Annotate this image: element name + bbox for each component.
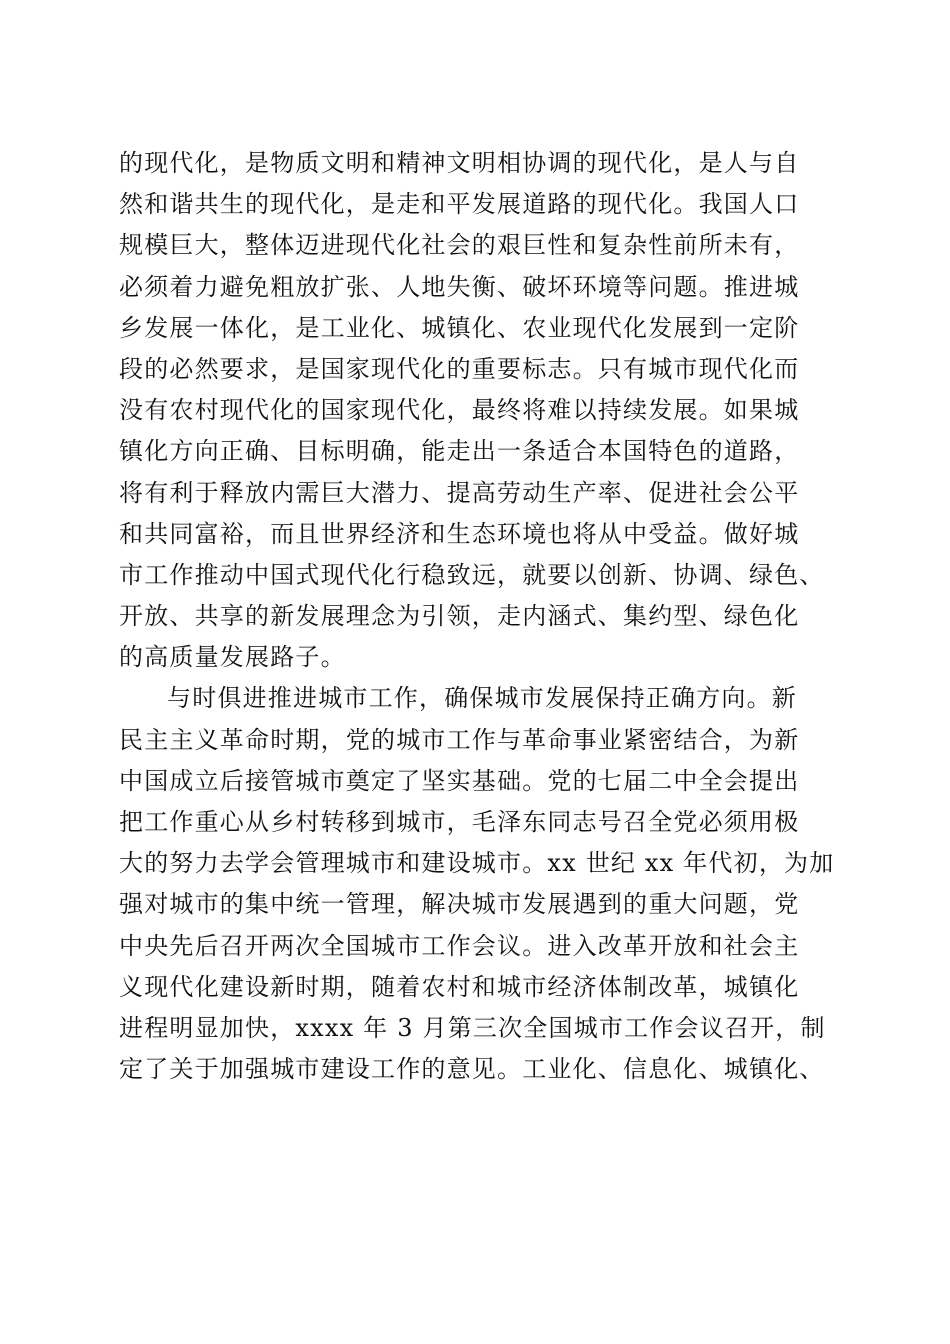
paragraph-1-line: 必须着力避免粗放扩张、人地失衡、破坏环境等问题。推进城 (119, 272, 800, 301)
paragraph-1 (119, 143, 859, 678)
paragraph-2-line: 进程明显加快，xxxx 年 3 月第三次全国城市工作会议召开，制 (119, 1013, 826, 1042)
paragraph-2-line: 义现代化建设新时期，随着农村和城市经济体制改革，城镇化 (119, 972, 800, 1001)
paragraph-1-line: 规模巨大，整体迈进现代化社会的艰巨性和复杂性前所未有， (119, 231, 800, 260)
paragraph-2-line: 把工作重心从乡村转移到城市，毛泽东同志号召全党必须用极 (119, 808, 800, 836)
paragraph-1-line: 乡发展一体化，是工业化、城镇化、农业现代化发展到一定阶 (119, 313, 800, 342)
paragraph-2-line: 大的努力去学会管理城市和建设城市。xx 世纪 xx 年代初，为加 (119, 849, 835, 878)
paragraph-1-line: 开放、共享的新发展理念为引领，走内涵式、集约型、绿色化 (119, 602, 800, 631)
paragraph-1-line: 没有农村现代化的国家现代化，最终将难以持续发展。如果城 (119, 396, 800, 425)
paragraph-1-line: 段的必然要求，是国家现代化的重要标志。只有城市现代化而 (119, 354, 800, 383)
paragraph-2-line: 与时俱进推进城市工作，确保城市发展保持正确方向。新 (167, 684, 797, 713)
paragraph-1-line: 镇化方向正确、目标明确，能走出一条适合本国特色的道路， (119, 437, 800, 466)
paragraph-2-line: 中央先后召开两次全国城市工作会议。进入改革开放和社会主 (119, 931, 800, 960)
paragraph-1-line: 的现代化，是物质文明和精神文明相协调的现代化，是人与自 (119, 149, 800, 177)
paragraph-2-line: 强对城市的集中统一管理，解决城市发展遇到的重大问题，党 (119, 890, 800, 919)
paragraph-2 (119, 678, 859, 1090)
paragraph-1-line: 和共同富裕，而且世界经济和生态环境也将从中受益。做好城 (119, 519, 800, 548)
paragraph-1-line: 的高质量发展路子。 (119, 643, 346, 672)
paragraph-2-line: 定了关于加强城市建设工作的意见。工业化、信息化、城镇化、 (119, 1055, 825, 1084)
document-body (119, 143, 859, 1090)
paragraph-1-line: 将有利于释放内需巨大潜力、提高劳动生产率、促进社会公平 (119, 478, 800, 507)
paragraph-2-line: 民主主义革命时期，党的城市工作与革命事业紧密结合，为新 (119, 725, 800, 754)
paragraph-1-line: 市工作推动中国式现代化行稳致远，就要以创新、协调、绿色、 (119, 560, 825, 589)
paragraph-2-line: 中国成立后接管城市奠定了坚实基础。党的七届二中全会提出 (119, 766, 800, 795)
paragraph-1-line: 然和谐共生的现代化，是走和平发展道路的现代化。我国人口 (119, 190, 800, 219)
